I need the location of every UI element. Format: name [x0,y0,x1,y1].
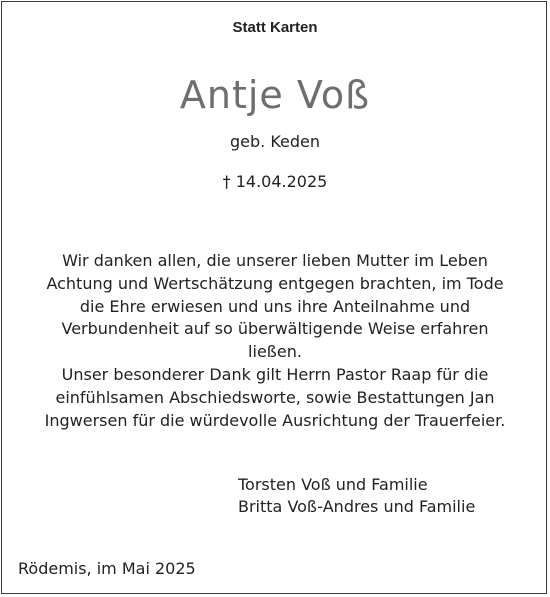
deceased-name: Antje Voß [179,73,371,117]
signature-line: Torsten Voß und Familie [238,475,428,494]
signature-line: Britta Voß-Andres und Familie [238,497,476,516]
thank-you-text [10,250,540,432]
text-line: ließen. [248,342,302,362]
place-date: Rödemis, im Mai 2025 [18,559,196,578]
signatures [238,474,475,518]
text-line: die Ehre erwiesen und uns ihre Anteilnahme und [79,296,471,316]
text-line: Ingwersen für die würdevolle Ausrichtung der Trauerfeier. [44,410,506,430]
birth-name: geb. Keden [229,132,320,151]
text-line: Wir danken allen, die unserer lieben Mutter im Leben [62,251,488,270]
text-line: einfühlsamen Abschiedsworte, sowie Bestattungen Jan [55,387,495,407]
notice-header: Statt Karten [232,19,318,36]
text-line: Verbundenheit auf so überwältigende Weise erfahren [61,319,489,339]
text-line: Achtung und Wertschätzung entgegen brachten, im Tode [46,273,504,293]
text-line: Unser besonderer Dank gilt Herrn Pastor Raap für die [61,364,489,384]
death-date: † 14.04.2025 [222,172,328,191]
